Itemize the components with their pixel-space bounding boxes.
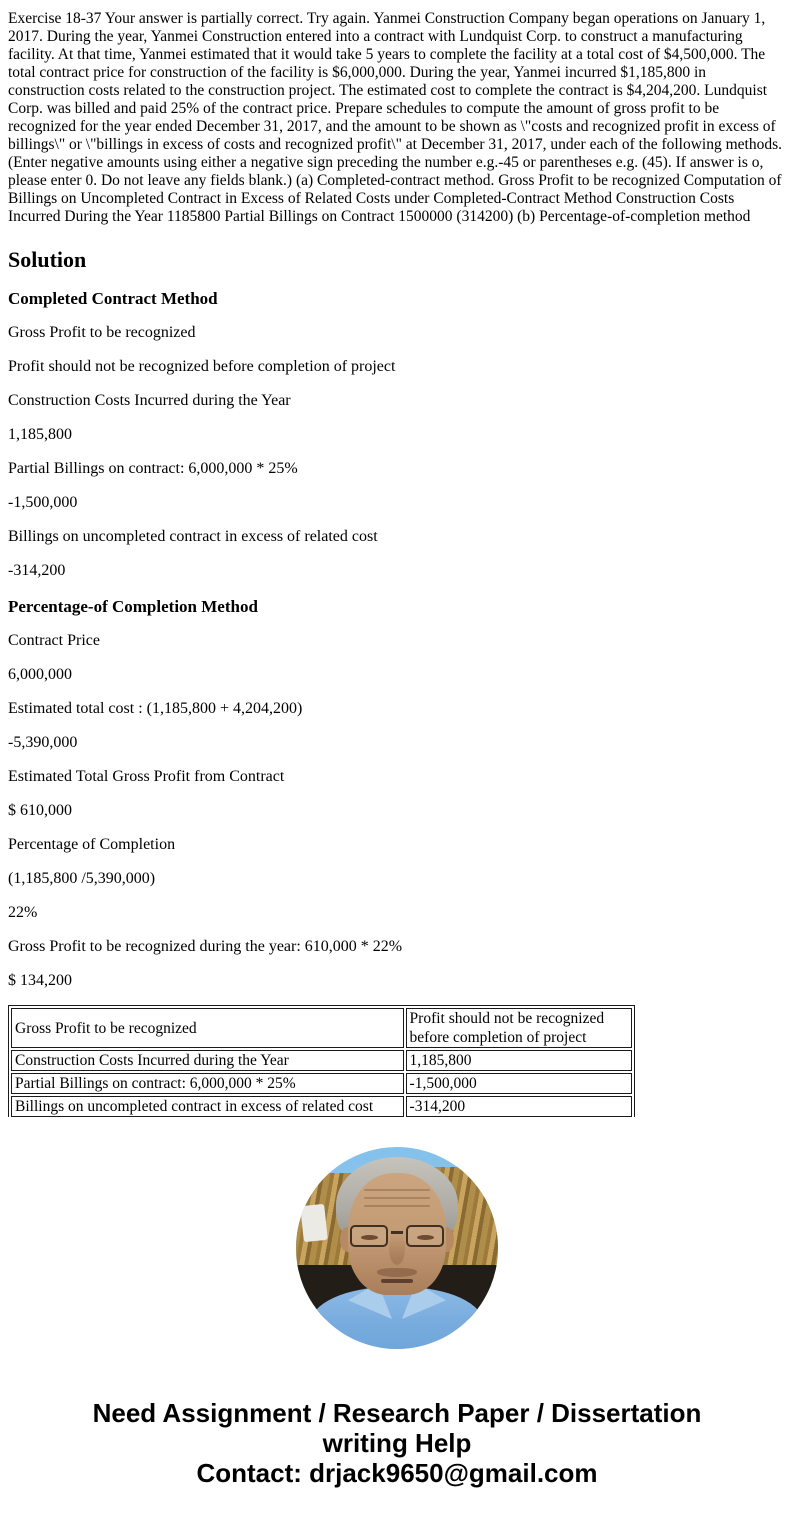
photo-shirt xyxy=(310,1287,484,1349)
photo-forehead-wrinkle xyxy=(364,1197,430,1199)
footer-line: Need Assignment / Research Paper / Dissertation xyxy=(92,1398,702,1428)
table-row xyxy=(11,1008,632,1048)
table-cell-label: Partial Billings on contract: 6,000,000 * 25% xyxy=(11,1073,404,1094)
table-cell-label: Construction Costs Incurred during the Year xyxy=(11,1050,404,1071)
solution-line: Contract Price xyxy=(8,632,100,649)
photo-eye-right xyxy=(417,1235,434,1240)
solution-line: Construction Costs Incurred during the Year xyxy=(8,392,291,409)
photo-wall-switch xyxy=(300,1204,328,1242)
solution-line: Percentage of Completion xyxy=(8,836,176,853)
photo-glasses-lens-right xyxy=(406,1225,444,1247)
tutor-photo xyxy=(296,1147,498,1349)
solution-line: Gross Profit to be recognized xyxy=(8,324,196,341)
solution-line: Estimated Total Gross Profit from Contract xyxy=(8,768,285,785)
solution-value: 22% xyxy=(8,904,38,921)
photo-glasses-lens-left xyxy=(350,1225,388,1247)
solution-line: Billings on uncompleted contract in excess of related cost xyxy=(8,528,378,545)
exercise-question-text: Exercise 18-37 Your answer is partially correct. Try again. Yanmei Construction Company began operations on January 1, 2017. During the year, Yanmei Construction entered into a contract with Lundquist Corp. to construct a manufacturing facility. At that time, Yanmei estimated that it would take 5 years to complete the facility at a total cost of $4,500,000. The total contract price for construction of the facility is $6,000,000. During the year, Yanmei incurred $1,185,800 in construction costs related to the construction project. The estimated cost to complete the contract is $4,204,200. Lundquist Corp. was billed and paid 25% of the contract price. Prepare schedules to compute the amount of gross profit to be recognized for the year ended December 31, 2017, and the amount to be shown as \"costs and recognized profit in excess of billings\" or \"billings in excess of costs and recognized profit\" at December 31, 2017, under each of the following methods. (Enter negative amounts using either a negative sign preceding the number e.g.-45 or parentheses e.g. (45). If answer is o, please enter 0. Do not leave any fields blank.) (a) Completed-contract method. Gross Profit to be recognized Computation of Billings on Uncompleted Contract in Excess of Related Costs under Completed-Contract Method Construction Costs Incurred During the Year 1185800 Partial Billings on Contract 1500000 (314200) (b) Percentage-of-completion method xyxy=(8,10,782,225)
table-cell-value: -1,500,000 xyxy=(406,1073,632,1094)
solution-line: Estimated total cost : (1,185,800 + 4,204,200) xyxy=(8,700,303,717)
document-page xyxy=(0,10,794,1516)
photo-mustache xyxy=(377,1268,417,1277)
footer-line: writing Help xyxy=(322,1428,472,1458)
solution-value: -1,500,000 xyxy=(8,494,78,511)
section-heading-percentage-completion: Percentage-of Completion Method xyxy=(8,597,258,616)
solution-value: -314,200 xyxy=(8,562,66,579)
photo-mouth xyxy=(381,1279,413,1283)
table-cell-label: Gross Profit to be recognized xyxy=(11,1008,404,1048)
photo-forehead-wrinkle xyxy=(364,1205,430,1207)
solution-value: 1,185,800 xyxy=(8,426,72,443)
table-row xyxy=(11,1073,632,1094)
solution-value: $ 610,000 xyxy=(8,802,72,819)
table-cell-value: -314,200 xyxy=(406,1096,632,1117)
table-cell-label: Billings on uncompleted contract in excess of related cost xyxy=(11,1096,404,1117)
footer-promo xyxy=(8,1398,786,1488)
summary-table-container xyxy=(8,1005,638,1117)
solution-value: $ 134,200 xyxy=(8,972,72,989)
solution-line: Profit should not be recognized before completion of project xyxy=(8,358,396,375)
photo-face xyxy=(348,1173,446,1295)
table-cell-value: 1,185,800 xyxy=(406,1050,632,1071)
solution-value: -5,390,000 xyxy=(8,734,78,751)
table-cell-value: Profit should not be recognized before completion of project xyxy=(406,1008,632,1048)
photo-nose xyxy=(389,1233,405,1265)
solution-value: (1,185,800 /5,390,000) xyxy=(8,870,156,887)
solution-line: Partial Billings on contract: 6,000,000 * 25% xyxy=(8,460,298,477)
summary-table xyxy=(8,1005,635,1117)
table-row xyxy=(11,1096,632,1117)
solution-heading: Solution xyxy=(8,247,87,272)
footer-contact-email: Contact: drjack9650@gmail.com xyxy=(196,1458,598,1488)
section-heading-completed-contract: Completed Contract Method xyxy=(8,289,218,308)
solution-value: 6,000,000 xyxy=(8,666,72,683)
table-row xyxy=(11,1050,632,1071)
photo-eye-left xyxy=(361,1235,378,1240)
photo-forehead-wrinkle xyxy=(364,1189,430,1191)
solution-line: Gross Profit to be recognized during the year: 610,000 * 22% xyxy=(8,938,403,955)
